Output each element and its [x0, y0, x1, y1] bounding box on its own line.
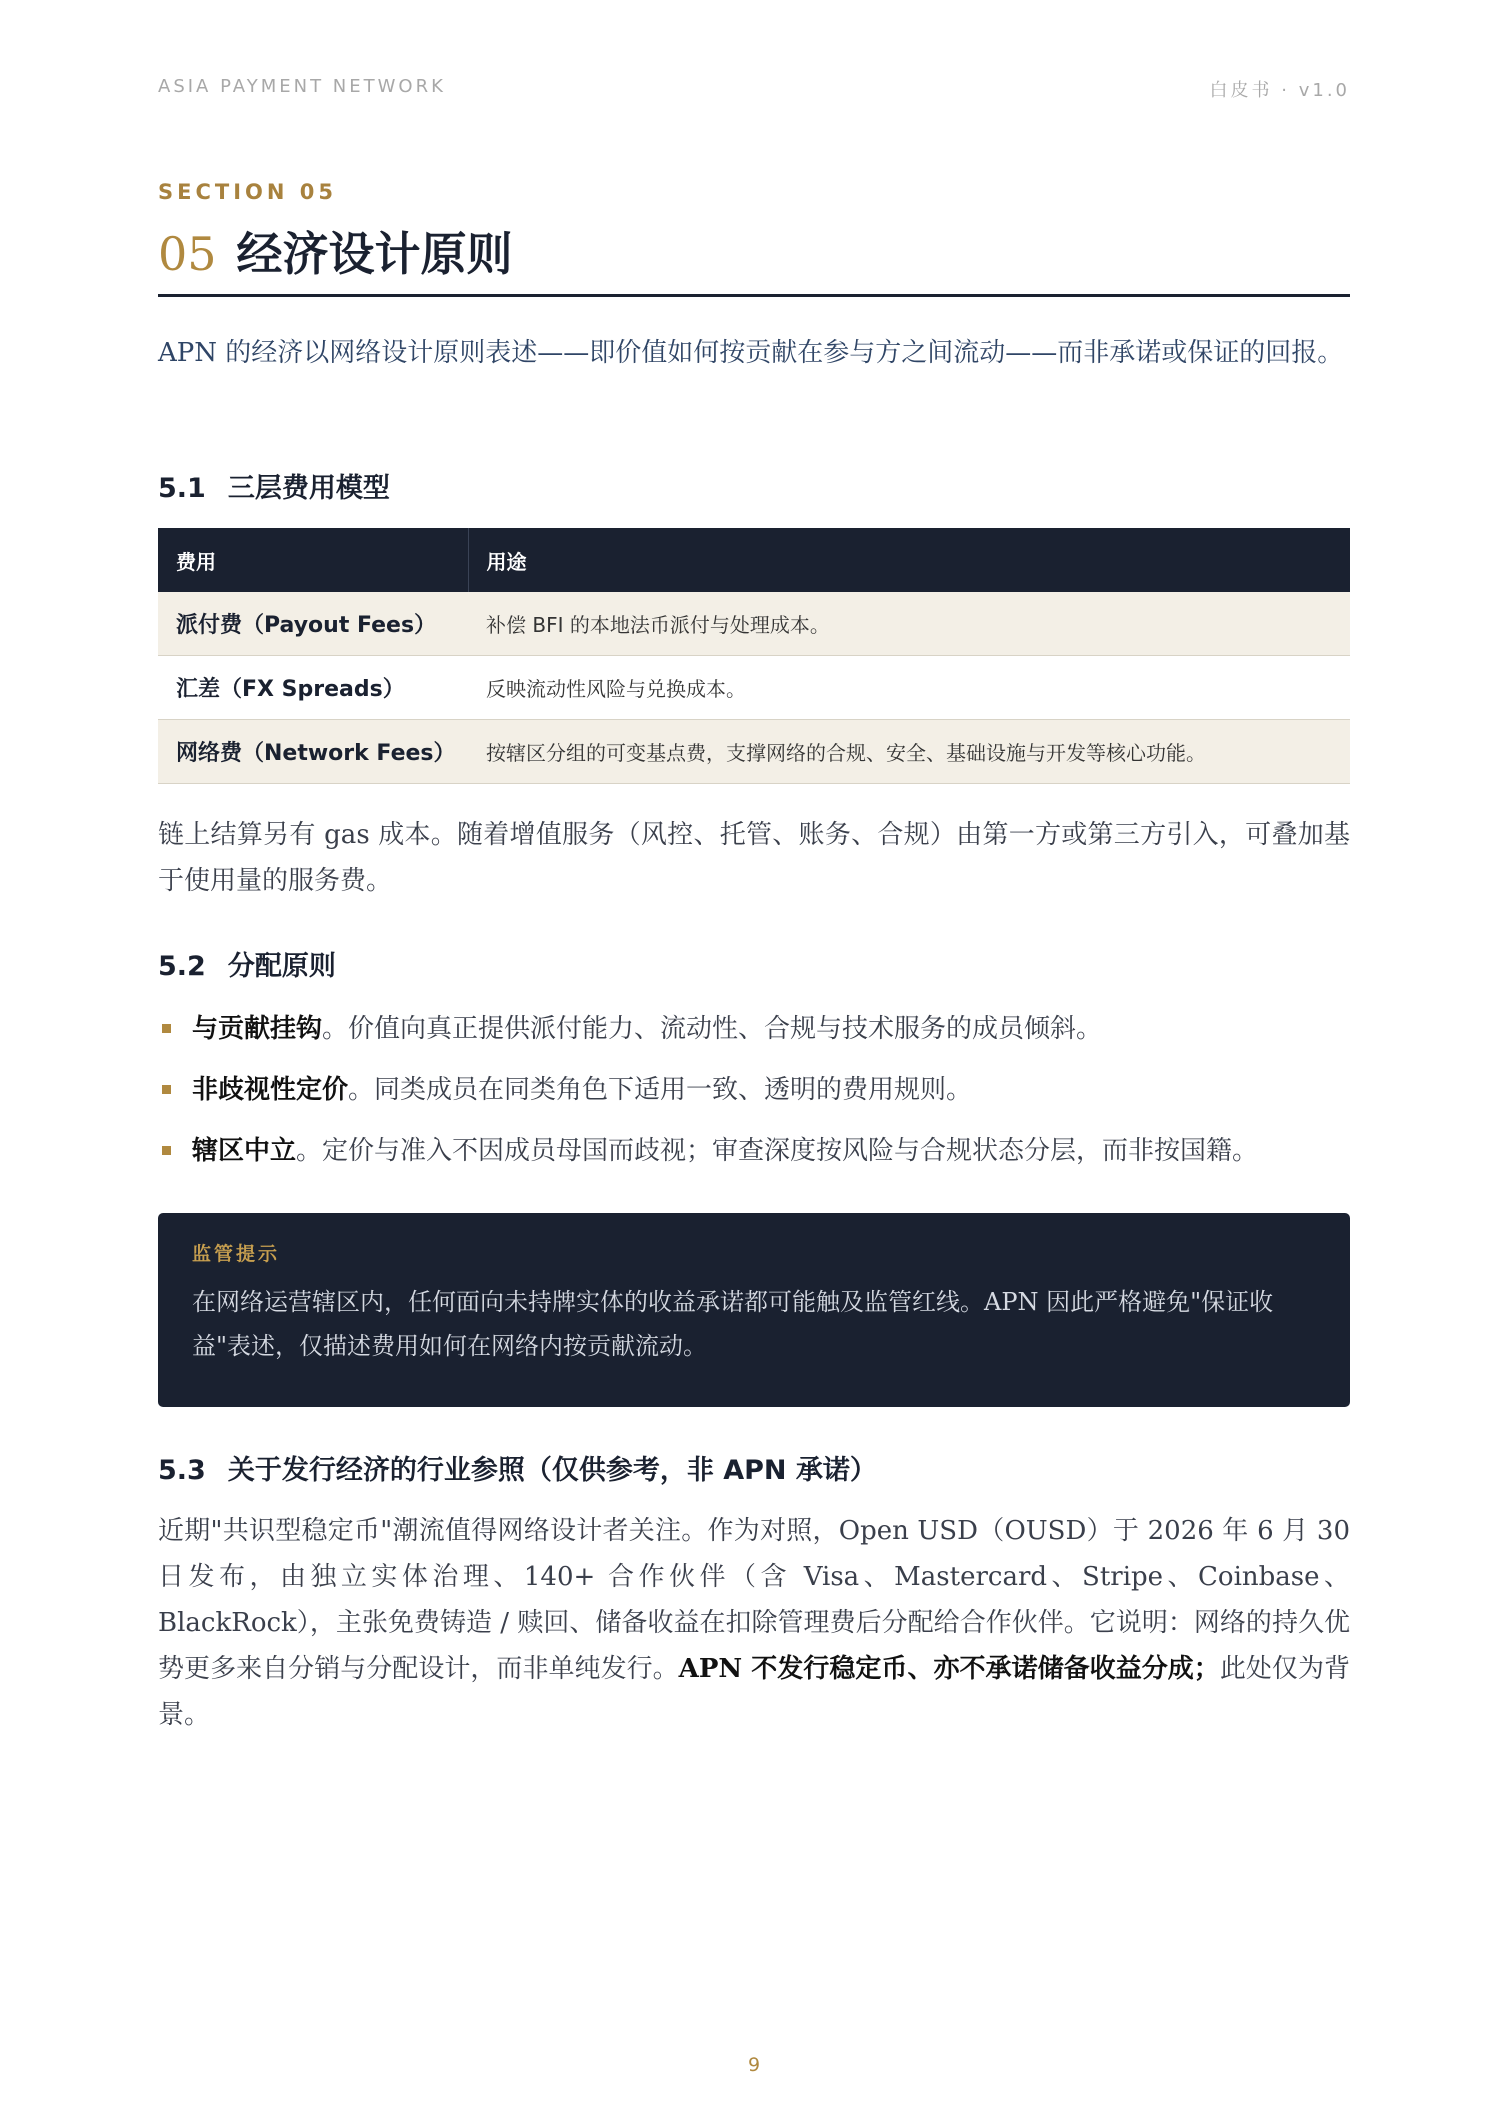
notice-label: 监管提示	[192, 1243, 281, 1265]
fee-name-cell: 汇差（FX Spreads）	[158, 656, 468, 720]
section-intro: APN 的经济以网络设计原则表述——即价值如何按贡献在参与方之间流动——而非承诺或保证的回报。	[158, 338, 1344, 368]
fee-use-cell: 反映流动性风险与兑换成本。	[468, 656, 1350, 720]
principle-title: 辖区中立	[192, 1136, 297, 1166]
principle-text: 。价值向真正提供派付能力、流动性、合规与技术服务的成员倾斜。	[322, 1014, 1103, 1044]
notice-text: 在网络运营辖区内，任何面向未持牌实体的收益承诺都可能触及监管红线。APN 因此严格避免"保证收益"表述，仅描述费用如何在网络内按贡献流动。	[192, 1288, 1274, 1360]
paragraph-body: 近期"共识型稳定币"潮流值得网络设计者关注。作为对照，Open USD（OUSD）于 2026 年 6 月 30 日发布，由独立实体治理、140+ 合作伙伴（含 Visa、Mastercard、Stripe、Coinbase、BlackRock），主张免费铸造 / 赎回、储备收益在扣除管理费后分配给合作伙伴。它说明：网络的持久优势更多来自分销与分配设计，而非单纯发行。	[158, 1516, 1350, 1684]
subsection-title: 三层费用模型	[227, 473, 390, 504]
distribution-principles-list	[158, 1006, 1350, 1189]
table-header-row	[158, 528, 1350, 592]
section-kicker: SECTION 05	[158, 180, 337, 204]
section-title	[158, 218, 513, 284]
regulatory-notice-callout	[158, 1213, 1350, 1407]
industry-reference-paragraph	[158, 1508, 1350, 1738]
table-row	[158, 656, 1350, 720]
list-item	[158, 1128, 1350, 1189]
fee-use-cell: 按辖区分组的可变基点费，支撑网络的合规、安全、基础设施与开发等核心功能。	[468, 720, 1350, 784]
principle-title: 非歧视性定价	[192, 1075, 349, 1105]
bullet-square-icon	[162, 1024, 171, 1033]
subsection-number: 5.2	[158, 951, 206, 982]
subsection-title: 分配原则	[227, 951, 336, 982]
running-header	[158, 76, 1350, 102]
list-item	[158, 1006, 1350, 1067]
fee-name-cell: 网络费（Network Fees）	[158, 720, 468, 784]
subsection-heading-5-3	[158, 1448, 877, 1487]
header-version: 白皮书 · v1.0	[1209, 80, 1350, 101]
principle-text: 。定价与准入不因成员母国而歧视；审查深度按风险与合规状态分层，而非按国籍。	[296, 1136, 1259, 1166]
list-item	[158, 1067, 1350, 1128]
column-header-use: 用途	[468, 528, 1350, 592]
subsection-number: 5.1	[158, 473, 206, 504]
fee-name-cell: 派付费（Payout Fees）	[158, 592, 468, 656]
section-title-text: 经济设计原则	[236, 227, 513, 281]
header-brand: ASIA PAYMENT NETWORK	[158, 76, 446, 97]
table-row	[158, 720, 1350, 784]
subsection-heading-5-1	[158, 466, 390, 505]
principle-title: 与贡献挂钩	[192, 1014, 323, 1044]
paragraph-tail: 此处仅为背景。	[158, 1654, 1350, 1730]
table-row	[158, 592, 1350, 656]
principle-text: 。同类成员在同类角色下适用一致、透明的费用规则。	[348, 1075, 973, 1105]
fee-use-cell: 补偿 BFI 的本地法币派付与处理成本。	[468, 592, 1350, 656]
column-header-fee: 费用	[158, 528, 468, 592]
subsection-heading-5-2	[158, 944, 336, 983]
subsection-title: 关于发行经济的行业参照（仅供参考，非 APN 承诺）	[227, 1455, 877, 1486]
bullet-square-icon	[162, 1085, 171, 1094]
paragraph-emphasis: APN 不发行稳定币、亦不承诺储备收益分成；	[678, 1654, 1220, 1684]
gas-cost-note: 链上结算另有 gas 成本。随着增值服务（风控、托管、账务、合规）由第一方或第三方引入，可叠加基于使用量的服务费。	[158, 820, 1350, 896]
bullet-square-icon	[162, 1146, 171, 1155]
title-divider	[158, 294, 1350, 297]
section-number: 05	[158, 227, 217, 281]
page-number: 9	[747, 2054, 761, 2076]
subsection-number: 5.3	[158, 1455, 206, 1486]
fee-model-table	[158, 528, 1350, 784]
